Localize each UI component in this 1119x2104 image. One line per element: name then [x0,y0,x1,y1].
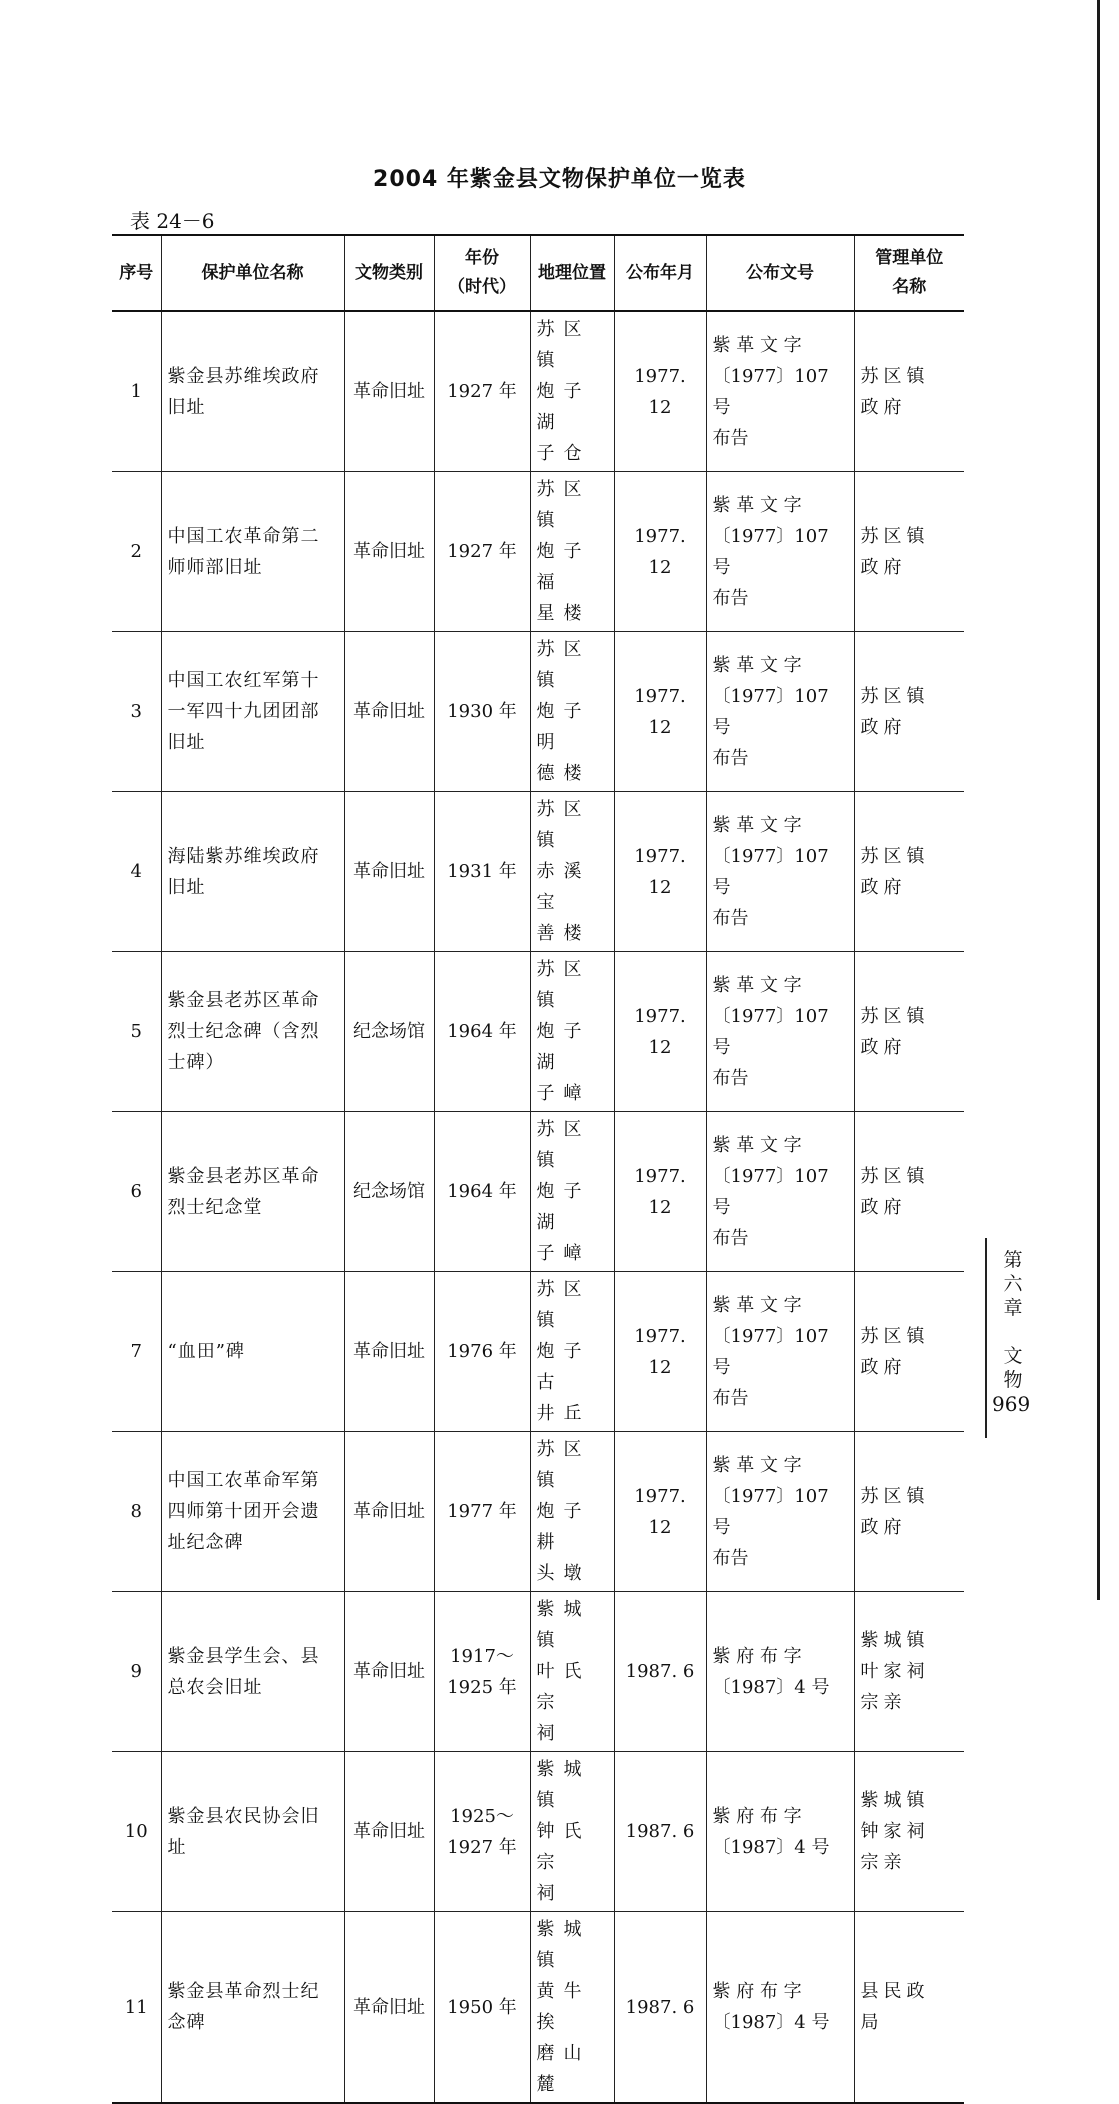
header-location: 地理位置 [530,235,614,311]
cell-seq-text: 4 [130,861,142,882]
cell-seq-text: 3 [130,701,142,722]
cell-mgmt-text: 苏区镇 政府 [860,845,930,898]
cell-location [530,1912,614,2104]
cell-category [344,1272,434,1432]
cell-seq [112,792,161,952]
cell-seq [112,1432,161,1592]
cell-doc [706,1592,854,1752]
cell-year-text: 1925～ 1927 年 [447,1805,517,1858]
cell-location-text: 苏区镇 炮子耕 头墩 [536,1439,591,1584]
cell-doc [706,1112,854,1272]
cell-mgmt-text: 苏区镇 政府 [860,1005,930,1058]
cell-mgmt-text: 苏区镇 政府 [860,365,930,418]
cell-doc [706,472,854,632]
cell-location-text: 紫城镇 钟氏宗 祠 [536,1759,591,1904]
table-row [112,792,964,952]
cell-year-text: 1964 年 [447,1021,517,1042]
cell-location [530,1112,614,1272]
chapter-label [1000,1248,1026,1392]
cell-name-text: 海陆紫苏维埃政府 旧址 [167,845,320,898]
cell-doc [706,1912,854,2104]
cell-doc-text: 紫 革 文 字 〔1977〕107 号 布告 [712,1134,829,1249]
cell-category-text: 革命旧址 [353,1821,425,1842]
cell-mgmt-text: 紫城镇 叶家祠 宗亲 [860,1630,930,1713]
cell-seq [112,311,161,472]
cell-year [434,1592,530,1752]
cell-year-text: 1931 年 [447,861,517,882]
cell-location-text: 苏区镇 赤溪宝 善楼 [536,799,591,944]
cell-location [530,1432,614,1592]
chapter-char [1000,1320,1026,1344]
cell-name [161,472,344,632]
table-row [112,1432,964,1592]
cell-date-text: 1977. 12 [634,1005,686,1058]
cell-location-text: 苏区镇 炮子湖 子仓 [536,319,591,464]
table-number: 表 24－6 [130,209,215,233]
cell-seq [112,1592,161,1752]
cell-doc-text: 紫 革 文 字 〔1977〕107 号 布告 [712,654,829,769]
cell-seq-text: 5 [130,1021,142,1042]
cell-mgmt-text: 县民政 局 [860,1981,930,2033]
cell-date [614,1112,706,1272]
cell-year-text: 1930 年 [447,701,517,722]
cell-category-text: 革命旧址 [353,541,425,562]
cell-location [530,632,614,792]
cell-year-text: 1950 年 [447,1996,517,2018]
header-date: 公布年月 [614,235,706,311]
cell-seq [112,472,161,632]
cell-mgmt [854,952,964,1112]
cell-date-text: 1987. 6 [625,1821,695,1842]
cell-category [344,1112,434,1272]
cell-year-text: 1917～ 1925 年 [447,1645,517,1698]
cell-date [614,632,706,792]
cell-category [344,792,434,952]
cell-date [614,472,706,632]
cell-year [434,311,530,472]
table-title: 2004 年紫金县文物保护单位一览表 [373,167,746,192]
cell-mgmt [854,1112,964,1272]
cell-date-text: 1987. 6 [625,1996,695,2018]
table-row [112,1112,964,1272]
cell-year-text: 1964 年 [447,1181,517,1202]
cell-date-text: 1987. 6 [625,1661,695,1682]
cell-mgmt-text: 苏区镇 政府 [860,525,930,578]
cell-category [344,311,434,472]
cell-name [161,1112,344,1272]
cell-category-text: 纪念场馆 [353,1181,425,1202]
cell-seq [112,1272,161,1432]
cell-name-text: 中国工农红军第十 一军四十九团团部 旧址 [167,670,320,753]
cell-mgmt [854,632,964,792]
cell-seq [112,952,161,1112]
cell-mgmt-text: 苏区镇 政府 [860,1165,930,1218]
cell-mgmt [854,1432,964,1592]
cell-name-text: 紫金县革命烈士纪 念碑 [167,1981,320,2033]
cell-location [530,1592,614,1752]
header-year: 年份 （时代） [434,235,530,311]
chapter-char: 六 [1003,1273,1023,1295]
cell-date [614,792,706,952]
cell-location-text: 苏区镇 炮子明 德楼 [536,639,591,784]
cell-date-text: 1977. 12 [634,1485,686,1538]
cell-seq-text: 10 [124,1821,148,1842]
cell-name [161,1752,344,1912]
cell-date-text: 1977. 12 [634,845,686,898]
cell-name [161,632,344,792]
cell-name [161,952,344,1112]
cell-seq-text: 6 [130,1181,142,1202]
cell-date-text: 1977. 12 [634,365,686,418]
cell-name-text: 紫金县老苏区革命 烈士纪念碑（含烈 士碑） [167,990,320,1073]
cell-doc-text: 紫 革 文 字 〔1977〕107 号 布告 [712,1294,829,1409]
cell-year [434,1112,530,1272]
cell-mgmt-text: 苏区镇 政府 [860,1325,930,1378]
cell-category [344,1592,434,1752]
header-category: 文物类别 [344,235,434,311]
cell-category-text: 革命旧址 [353,1341,425,1362]
cell-doc-text: 紫 府 布 字 〔1987〕4 号 [712,1981,830,2033]
table-header-row [112,235,964,311]
cell-doc [706,1272,854,1432]
table-body [112,311,964,2103]
cell-category [344,632,434,792]
cell-doc-text: 紫 革 文 字 〔1977〕107 号 布告 [712,494,829,609]
table-row [112,632,964,792]
cell-category [344,472,434,632]
chapter-char: 章 [1003,1297,1023,1319]
cell-date [614,1272,706,1432]
cell-mgmt [854,472,964,632]
cell-seq [112,632,161,792]
cell-name [161,1432,344,1592]
cell-name-text: 紫金县苏维埃政府 旧址 [167,365,320,418]
cell-doc-text: 紫 革 文 字 〔1977〕107 号 布告 [712,814,829,929]
cell-category [344,952,434,1112]
page-edge-line [1097,0,1100,1600]
cell-category-text: 纪念场馆 [353,1021,425,1042]
cell-category-text: 革命旧址 [353,701,425,722]
cell-year-text: 1927 年 [447,381,517,402]
cell-seq-text: 7 [130,1341,142,1362]
table-row [112,311,964,472]
table-row [112,1912,964,2104]
cell-doc [706,1752,854,1912]
cell-category [344,1912,434,2104]
cell-doc [706,792,854,952]
cell-year [434,472,530,632]
cell-mgmt [854,1272,964,1432]
chapter-char: 物 [1003,1369,1023,1391]
cell-category-text: 革命旧址 [353,1996,425,2018]
cell-location-text: 紫城镇 叶氏宗 祠 [536,1599,591,1744]
table-row [112,1272,964,1432]
cell-seq [112,1112,161,1272]
cell-seq-text: 9 [130,1661,142,1682]
table-row [112,472,964,632]
side-divider [985,1238,987,1438]
cell-doc [706,1432,854,1592]
cell-year-text: 1976 年 [447,1341,517,1362]
cell-date-text: 1977. 12 [634,685,686,738]
cell-name-text: 紫金县农民协会旧 址 [167,1805,320,1858]
cell-name [161,1592,344,1752]
cell-location [530,792,614,952]
header-name: 保护单位名称 [161,235,344,311]
cell-location [530,311,614,472]
cell-location [530,1272,614,1432]
cell-mgmt [854,1592,964,1752]
cell-name-text: “血田”碑 [167,1341,245,1362]
cell-mgmt [854,1752,964,1912]
cell-year [434,1272,530,1432]
cell-year-text: 1927 年 [447,541,517,562]
cell-date [614,311,706,472]
cell-name [161,792,344,952]
header-mgmt: 管理单位 名称 [854,235,964,311]
cell-year [434,952,530,1112]
cell-year [434,792,530,952]
cell-doc [706,311,854,472]
cell-location-text: 苏区镇 炮子湖 子嶂 [536,959,591,1104]
chapter-char: 第 [1003,1249,1023,1271]
cell-name-text: 紫金县老苏区革命 烈士纪念堂 [167,1165,320,1218]
cell-location [530,1752,614,1912]
cell-location-text: 苏区镇 炮子福 星楼 [536,479,591,624]
cell-date [614,1592,706,1752]
cell-mgmt [854,1912,964,2104]
cell-location-text: 紫城镇 黄牛挨 磨山麓 [536,1919,591,2095]
cell-year-text: 1977 年 [447,1501,517,1522]
table-row [112,952,964,1112]
cell-category-text: 革命旧址 [353,1661,425,1682]
cell-date-text: 1977. 12 [634,1165,686,1218]
cell-mgmt-text: 苏区镇 政府 [860,1485,930,1538]
cell-date [614,1912,706,2104]
cell-doc-text: 紫 府 布 字 〔1987〕4 号 [712,1645,830,1698]
cell-doc [706,632,854,792]
chapter-char: 文 [1003,1345,1023,1367]
cell-name [161,1272,344,1432]
table-row [112,1752,964,1912]
cell-category-text: 革命旧址 [353,861,425,882]
cell-seq-text: 2 [130,541,142,562]
cell-doc-text: 紫 革 文 字 〔1977〕107 号 布告 [712,334,829,449]
cell-date-text: 1977. 12 [634,1325,686,1378]
cell-year [434,1912,530,2104]
cell-date [614,952,706,1112]
cell-year [434,1752,530,1912]
cell-seq [112,1912,161,2104]
cell-category-text: 革命旧址 [353,1501,425,1522]
cell-mgmt [854,311,964,472]
cell-mgmt [854,792,964,952]
cell-location [530,952,614,1112]
heritage-table [112,234,964,2104]
cell-seq-text: 1 [130,381,142,402]
page-number: 969 [992,1392,1031,1416]
cell-mgmt-text: 紫城镇 钟家祠 宗亲 [860,1790,930,1873]
cell-mgmt-text: 苏区镇 政府 [860,685,930,738]
cell-doc-text: 紫 革 文 字 〔1977〕107 号 布告 [712,974,829,1089]
cell-doc [706,952,854,1112]
cell-location [530,472,614,632]
cell-location-text: 苏区镇 炮子湖 子嶂 [536,1119,591,1264]
cell-category-text: 革命旧址 [353,381,425,402]
table-row [112,1592,964,1752]
cell-year [434,1432,530,1592]
cell-date [614,1752,706,1912]
cell-category [344,1752,434,1912]
cell-seq-text: 11 [124,1996,148,2018]
header-doc: 公布文号 [706,235,854,311]
cell-category [344,1432,434,1592]
header-seq: 序号 [112,235,161,311]
cell-seq-text: 8 [130,1501,142,1522]
cell-date [614,1432,706,1592]
cell-location-text: 苏区镇 炮子古 井丘 [536,1279,591,1424]
cell-name [161,311,344,472]
cell-date-text: 1977. 12 [634,525,686,578]
cell-name-text: 中国工农革命军第 四师第十团开会遗 址纪念碑 [167,1470,320,1553]
cell-doc-text: 紫 府 布 字 〔1987〕4 号 [712,1805,830,1858]
cell-name-text: 紫金县学生会、县 总农会旧址 [167,1645,320,1698]
cell-year [434,632,530,792]
cell-seq [112,1752,161,1912]
cell-name-text: 中国工农革命第二 师师部旧址 [167,525,320,578]
cell-name [161,1912,344,2104]
cell-doc-text: 紫 革 文 字 〔1977〕107 号 布告 [712,1454,829,1569]
